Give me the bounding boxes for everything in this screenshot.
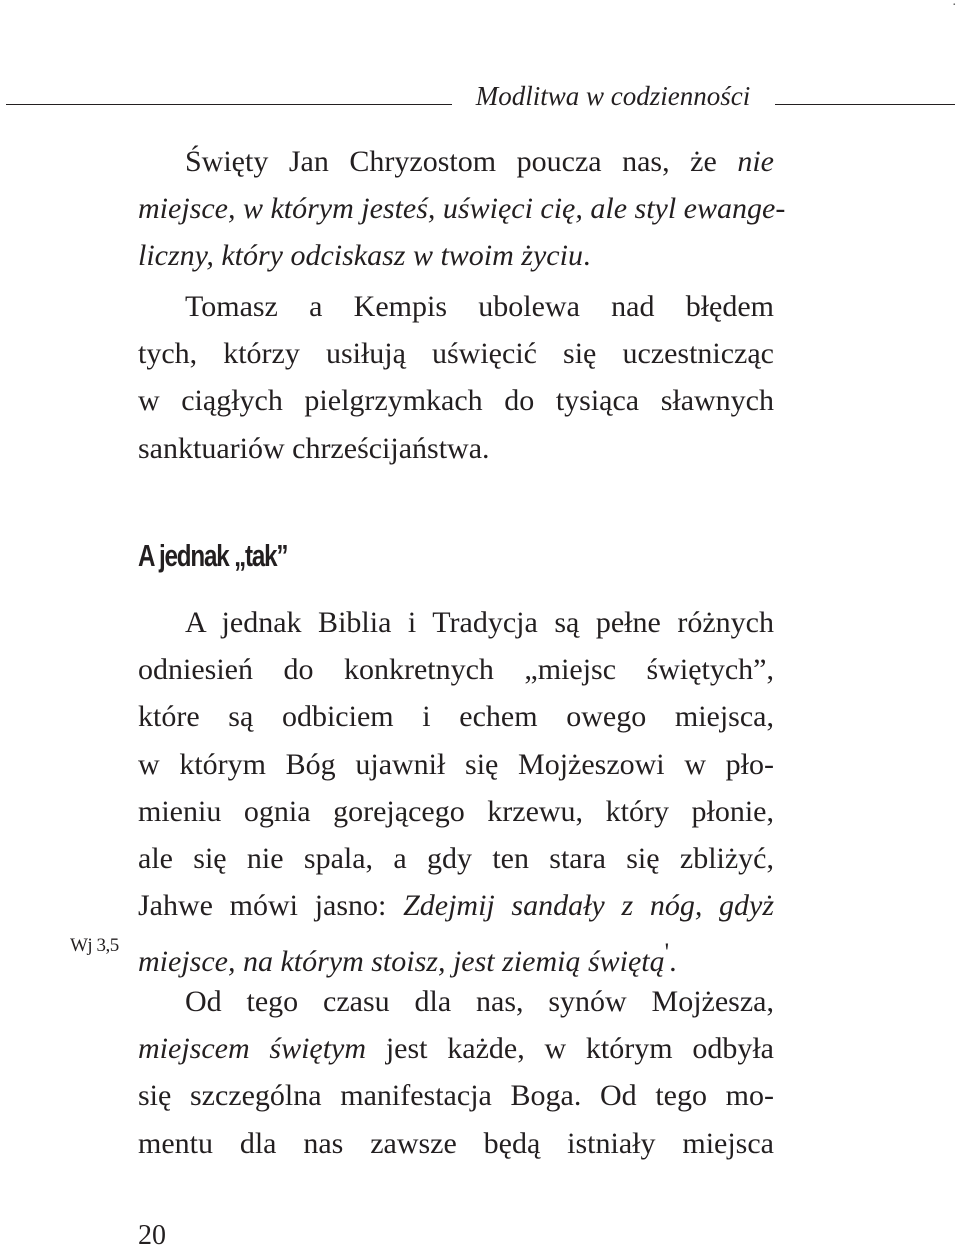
- text-line: Tomasz a Kempis ubolewa nad błędem: [185, 290, 774, 323]
- text-line: Jahwe mówi jasno: Zdejmij sandały z nóg, gdyż: [138, 889, 774, 923]
- text-line: miejscem świętym jest każde, w którym odbyła: [138, 1032, 774, 1066]
- text-line: mentu dla nas zawsze będą istniały miejsca: [138, 1126, 774, 1160]
- text-line: w którym Bóg ujawnił się Mojżeszowi w pło-: [138, 747, 774, 781]
- margin-scripture-reference: Wj 3,5: [70, 935, 119, 956]
- text-line: miejsce, na którym stoisz, jest ziemią świętą'.: [138, 939, 677, 979]
- paragraph-chryzostom: [138, 138, 786, 280]
- running-header: [0, 78, 960, 118]
- text-line: sanktuariów chrześcijaństwa.: [138, 431, 490, 465]
- text-line: miejsce, w którym jesteś, uświęci cię, ale styl ewange-: [138, 192, 786, 226]
- text-line: odniesień do konkretnych „miejsc świętych”,: [138, 653, 774, 687]
- text-line: liczny, który odciskasz w twoim życiu.: [138, 239, 591, 273]
- text-line: mieniu ognia gorejącego krzewu, który płonie,: [138, 794, 774, 828]
- paragraph-biblia: [138, 599, 774, 977]
- corner-mark: .: [952, 0, 956, 9]
- page-number: 20: [138, 1220, 166, 1251]
- paragraph-mojzesz: [138, 978, 774, 1167]
- paragraph-kempis: [138, 283, 774, 472]
- text-line: A jednak Biblia i Tradycja są pełne różnych: [185, 606, 774, 639]
- text-line: ale się nie spala, a gdy ten stara się zbliżyć,: [138, 841, 774, 875]
- section-heading: A jednak „tak”: [138, 538, 288, 573]
- text-line: się szczególna manifestacja Boga. Od tego mo-: [138, 1079, 774, 1113]
- text-line: w ciągłych pielgrzymkach do tysiąca sławnych: [138, 384, 774, 418]
- header-rule-right: [775, 104, 955, 105]
- text-line: które są odbiciem i echem owego miejsca,: [138, 700, 774, 734]
- footnote-mark: ': [664, 939, 670, 967]
- running-header-title: Modlitwa w codzienności: [475, 81, 751, 111]
- text-line: Święty Jan Chryzostom poucza nas, że nie: [185, 145, 774, 178]
- text-line: tych, którzy usiłują uświęcić się uczestnicząc: [138, 337, 774, 371]
- header-rule-left: [6, 104, 452, 105]
- text-line: Od tego czasu dla nas, synów Mojżesza,: [185, 985, 774, 1018]
